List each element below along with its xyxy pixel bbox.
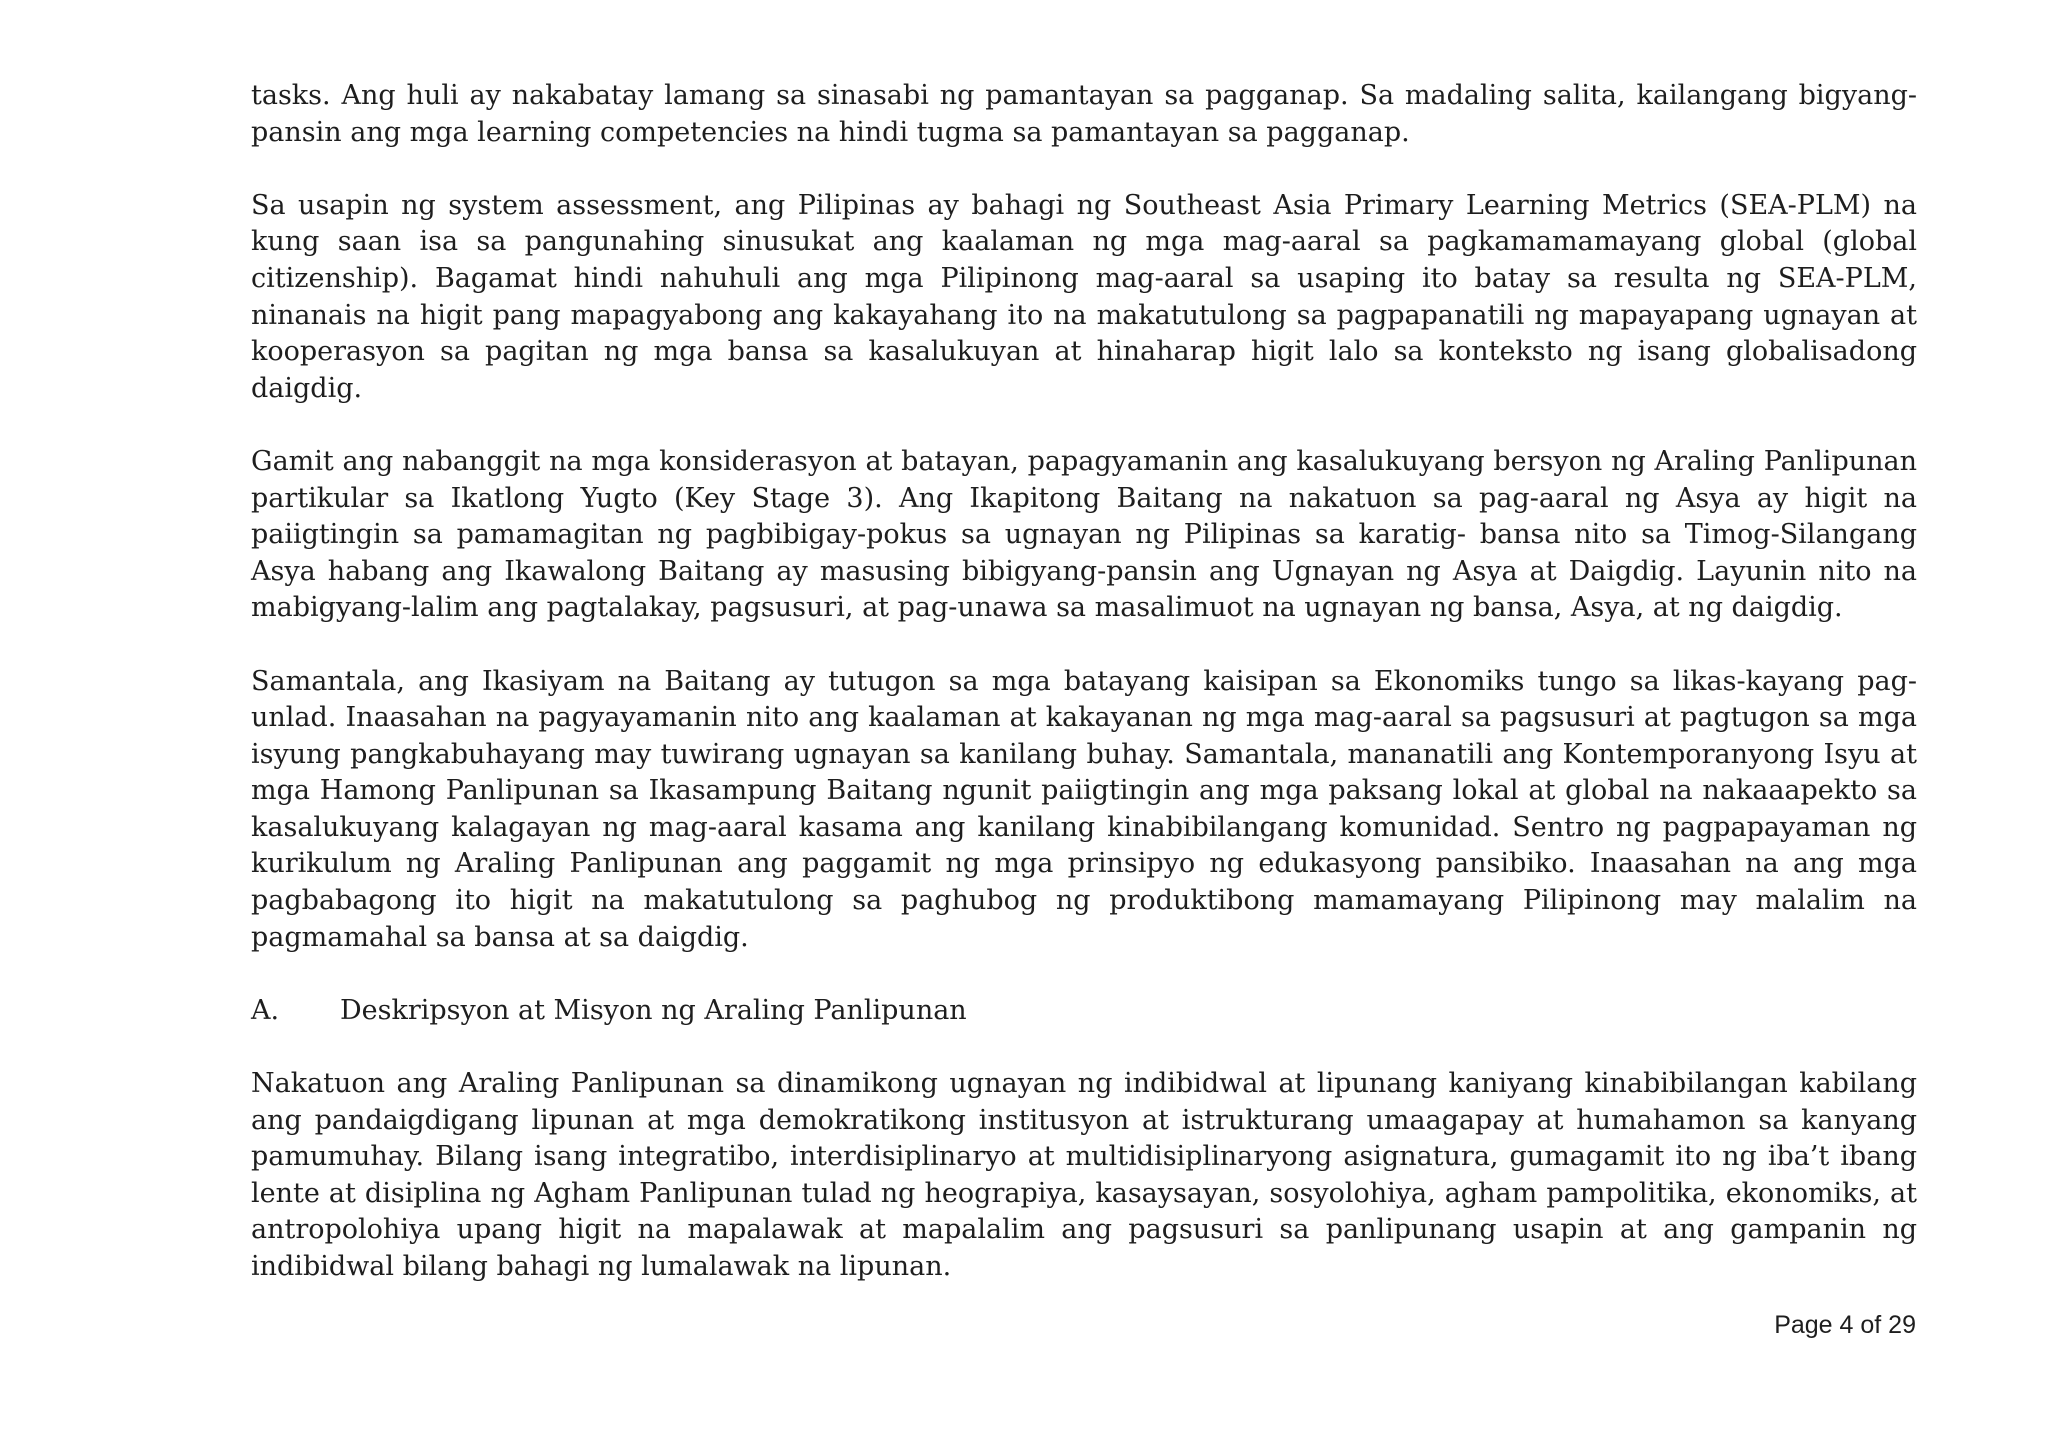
paragraph-4: Samantala, ang Ikasiyam na Baitang ay tutugon sa mga batayang kaisipan sa Ekonomiks tungo sa likas-kayang pag-unlad. Inaasahan na pagyayamanin nito ang kaalaman at kakayanan ng mga mag-aaral sa pagsusuri at pagtugon sa mga isyung pangkabuhayang may tuwirang ugnayan sa kanilang buhay. Samantala, mananatili ang Kontemporanyong Isyu at mga Hamong Panlipunan sa Ikasampung Baitang ngunit paiigtingin ang mga paksang lokal at global na nakaaapekto sa kasalukuyang kalagayan ng mag-aaral kasama ang kanilang kinabibilangang komunidad. Sentro ng pagpapayaman ng kurikulum ng Araling Panlipunan ang paggamit ng mga prinsipyo ng edukasyong pansibiko. Inaasahan na ang mga pagbabagong ito higit na makatutulong sa paghubog ng produktibong mamamayang Pilipinong may malalim na pagmamahal sa bansa at sa daigdig.: [251, 665, 1917, 953]
paragraph-3: Gamit ang nabanggit na mga konsiderasyon at batayan, papagyamanin ang kasalukuyang bersyon ng Araling Panlipunan partikular sa Ikatlong Yugto (Key Stage 3). Ang Ikapitong Baitang na nakatuon sa pag-aaral ng Asya ay higit na paiigtingin sa pamamagitan ng pagbibigay-pokus sa ugnayan ng Pilipinas sa karatig- bansa nito sa Timog-Silangang Asya habang ang Ikawalong Baitang ay masusing bibigyang-pansin ang Ugnayan ng Asya at Daigdig. Layunin nito na mabigyang-lalim ang pagtalakay, pagsusuri, at pag-unawa sa masalimuot na ugnayan ng bansa, Asya, at ng daigdig.: [251, 445, 1917, 624]
section-heading: [251, 993, 1917, 1030]
paragraph-2: Sa usapin ng system assessment, ang Pilipinas ay bahagi ng Southeast Asia Primary Learning Metrics (SEA-PLM) na kung saan isa sa pangunahing sinusukat ang kaalaman ng mga mag-aaral sa pagkamamamayang global (global citizenship). Bagamat hindi nahuhuli ang mga Pilipinong mag-aaral sa usaping ito batay sa resulta ng SEA-PLM, ninanais na higit pang mapagyabong ang kakayahang ito na makatutulong sa pagpapanatili ng mapayapang ugnayan at kooperasyon sa pagitan ng mga bansa sa kasalukuyan at hinaharap higit lalo sa konteksto ng isang globalisadong daigdig.: [251, 189, 1917, 404]
paragraph-1: tasks. Ang huli ay nakabatay lamang sa sinasabi ng pamantayan sa pagganap. Sa madaling salita, kailangang bigyang-pansin ang mga learning competencies na hindi tugma sa pamantayan sa pagganap.: [251, 80, 1917, 148]
section-title: Deskripsyon at Misyon ng Araling Panlipunan: [340, 994, 967, 1026]
section-letter: A.: [251, 994, 280, 1026]
page-number: Page 4 of 29: [1774, 1311, 1916, 1339]
document-body: [251, 78, 1917, 1322]
section-paragraph: Nakatuon ang Araling Panlipunan sa dinamikong ugnayan ng indibidwal at lipunang kaniyang kinabibilangan kabilang ang pandaigdigang lipunan at mga demokratikong institusyon at istrukturang umaagapay at humahamon sa kanyang pamumuhay. Bilang isang integratibo, interdisiplinaryo at multidisiplinaryong asignatura, gumagamit ito ng iba’t ibang lente at disiplina ng Agham Panlipunan tulad ng heograpiya, kasaysayan, sosyolohiya, agham pampolitika, ekonomiks, at antropolohiya upang higit na mapalawak at mapalalim ang pagsusuri sa panlipunang usapin at ang gampanin ng indibidwal bilang bahagi ng lumalawak na lipunan.: [251, 1068, 1917, 1282]
